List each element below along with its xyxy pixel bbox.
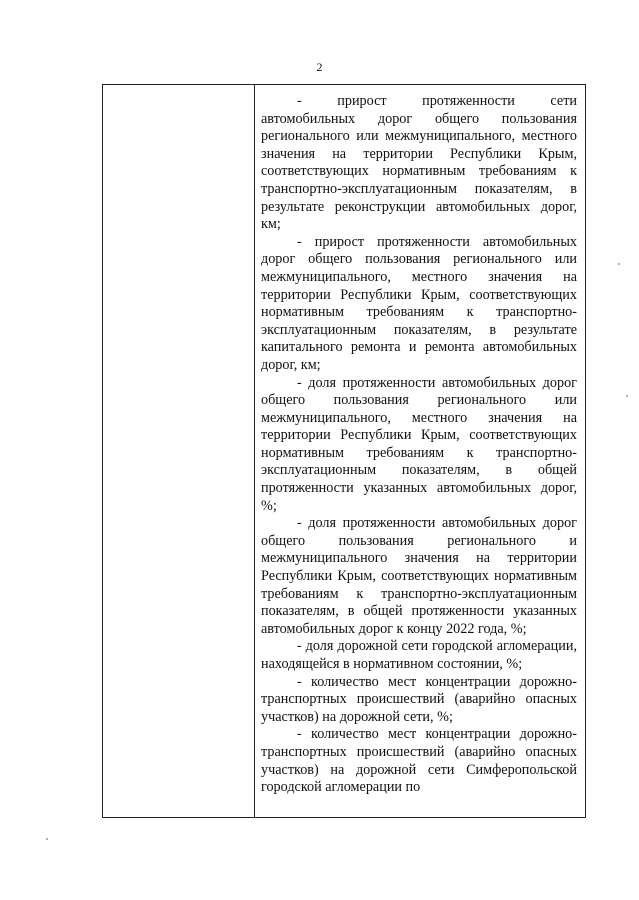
page-number: 2 [316, 60, 323, 74]
scan-speck [626, 395, 628, 397]
indicator-item: - количество мест концентрации дорожно-транспортных происшествий (аварийно опасных участков) на дорожной сети Симферопольской городской агломерации по [261, 726, 577, 796]
indicator-item: - доля дорожной сети городской агломерации, находящейся в нормативном состоянии, %; [261, 638, 577, 672]
indicator-item: - доля протяженности автомобильных дорог общего пользования регионального или межмуниципального, местного значения на территории Республики Крым, соответствующих нормативным требованиям к транспортно-эксплуатационным показателям, в общей протяженности указанных автомобильных дорог, %; [261, 374, 577, 514]
scan-speck [618, 263, 620, 265]
table-left-cell [103, 85, 255, 817]
indicator-item: - прирост протяженности сети автомобильных дорог общего пользования регионального или межмуниципального, местного значения на территории Республики Крым, соответствующих нормативным требованиям к транспортно-эксплуатационным показателям, в результате реконструкции автомобильных дорог, км; [261, 93, 577, 233]
table-right-cell [255, 85, 585, 817]
indicator-item: - прирост протяженности автомобильных дорог общего пользования регионального или межмуниципального, местного значения на территории Республики Крым, соответствующих нормативным требованиям к транспортно-эксплуатационным показателям, в результате капитального ремонта и ремонта автомобильных дорог, км; [261, 233, 577, 373]
indicator-item: - количество мест концентрации дорожно-транспортных происшествий (аварийно опасных участков) на дорожной сети, %; [261, 673, 577, 725]
indicator-item: - доля протяженности автомобильных дорог общего пользования регионального и межмуниципального значения на территории Республики Крым, соответствующих нормативным требованиям к транспортно-эксплуатационным показателям, в общей протяженности указанных автомобильных дорог к концу 2022 года, %; [261, 515, 577, 637]
indicator-table [102, 84, 586, 818]
scan-speck [46, 838, 48, 840]
